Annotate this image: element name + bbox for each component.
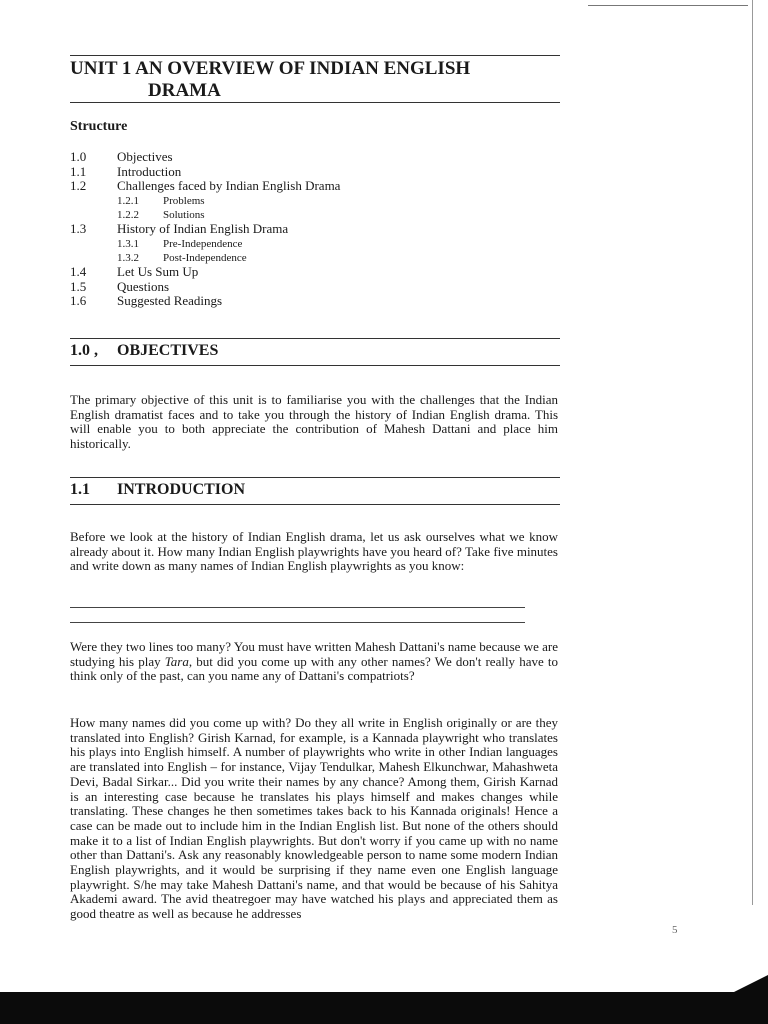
answer-line-1 — [70, 607, 525, 608]
scan-edge-top — [588, 5, 748, 6]
toc-item: 1.1 Introduction — [70, 163, 182, 179]
intro-paragraph-3: How many names did you come up with? Do they all write in English originally or are they translated into English? Girish Karnad, for example, is a Kannada playwright who translates his plays into English himself. A number of playwrights who write in other Indian languages are translated into English – for instance, Vijay Tendulkar, Mahesh Elkunchwar, Mahashweta Devi, Badal Sirkar... Did you write their names by any chance? Among them, Girish Karnad is an interesting case because he translates his plays himself and makes changes while translating. These changes he then sometimes takes back to his Kannada originals! Hence a case can be made out to include him in the Indian English list. But none of the others should make it to a list of Indian English playwrights. But don't worry if you came up with no name other than Dattani's. Ask any reasonably knowledgeable person to name some modern Indian English playwrights, and it would be surprising if they name even one English language playwright. S/he may take Mahesh Dattani's name, and that would be because of his Sahitya Akademi award. The avid theatregoer may have watched his plays and appreciated them as good theatre as well as because he addresses — [70, 715, 558, 922]
toc-item: 1.3 History of Indian English Drama — [70, 221, 289, 237]
introduction-title: INTRODUCTION — [117, 481, 246, 498]
unit-title-line1: UNIT 1 AN OVERVIEW OF INDIAN ENGLISH — [70, 58, 471, 79]
objectives-number: 1.0 , — [70, 342, 98, 359]
toc-subitem: 1.2.2 Solutions — [117, 208, 205, 221]
introduction-heading — [70, 477, 560, 505]
toc-item: 1.5 Questions — [70, 278, 169, 294]
play-title-tara: Tara — [164, 653, 189, 669]
toc-item: 1.4 Let Us Sum Up — [70, 264, 199, 280]
intro-paragraph-2: Were they two lines too many? You must have written Mahesh Dattani's name because we are studying his play Tara, but did you come up with any other names? We don't really have to think only of the past, can you name any of Dattani's compatriots? — [70, 639, 558, 684]
scan-edge-right — [752, 0, 753, 905]
page-number: 5 — [672, 924, 678, 936]
structure-label: Structure — [70, 119, 128, 134]
toc-subitem: 1.2.1 Problems — [117, 194, 205, 207]
objectives-heading — [70, 338, 560, 366]
title-top-rule — [70, 55, 560, 56]
unit-title — [70, 58, 570, 102]
toc-subitem: 1.3.1 Pre-Independence — [117, 237, 243, 250]
intro-paragraph-1: Before we look at the history of Indian English drama, let us ask ourselves what we know already about it. How many Indian English playwrights have you heard of? Take five minutes and write down as many names of Indian English playwrights as you know: — [70, 529, 558, 574]
toc-item: 1.0 Objectives — [70, 149, 173, 164]
structure-list — [70, 150, 560, 309]
objectives-paragraph: The primary objective of this unit is to familiarise you with the challenges that the Indian English dramatist faces and to take you through the history of Indian English drama. This will enable you to both appreciate the contribution of Mahesh Dattani and place him historically. — [70, 392, 558, 452]
toc-subitem: 1.3.2 Post-Independence — [117, 251, 247, 264]
title-bottom-rule — [70, 102, 560, 103]
toc-item: 1.6 Suggested Readings — [70, 293, 223, 309]
toc-item: 1.2 Challenges faced by Indian English Drama — [70, 178, 341, 194]
introduction-number: 1.1 — [70, 481, 90, 498]
answer-line-2 — [70, 622, 525, 623]
scan-shadow-band — [0, 992, 768, 1024]
unit-title-line2: DRAMA — [148, 80, 221, 101]
objectives-title: OBJECTIVES — [117, 342, 219, 359]
